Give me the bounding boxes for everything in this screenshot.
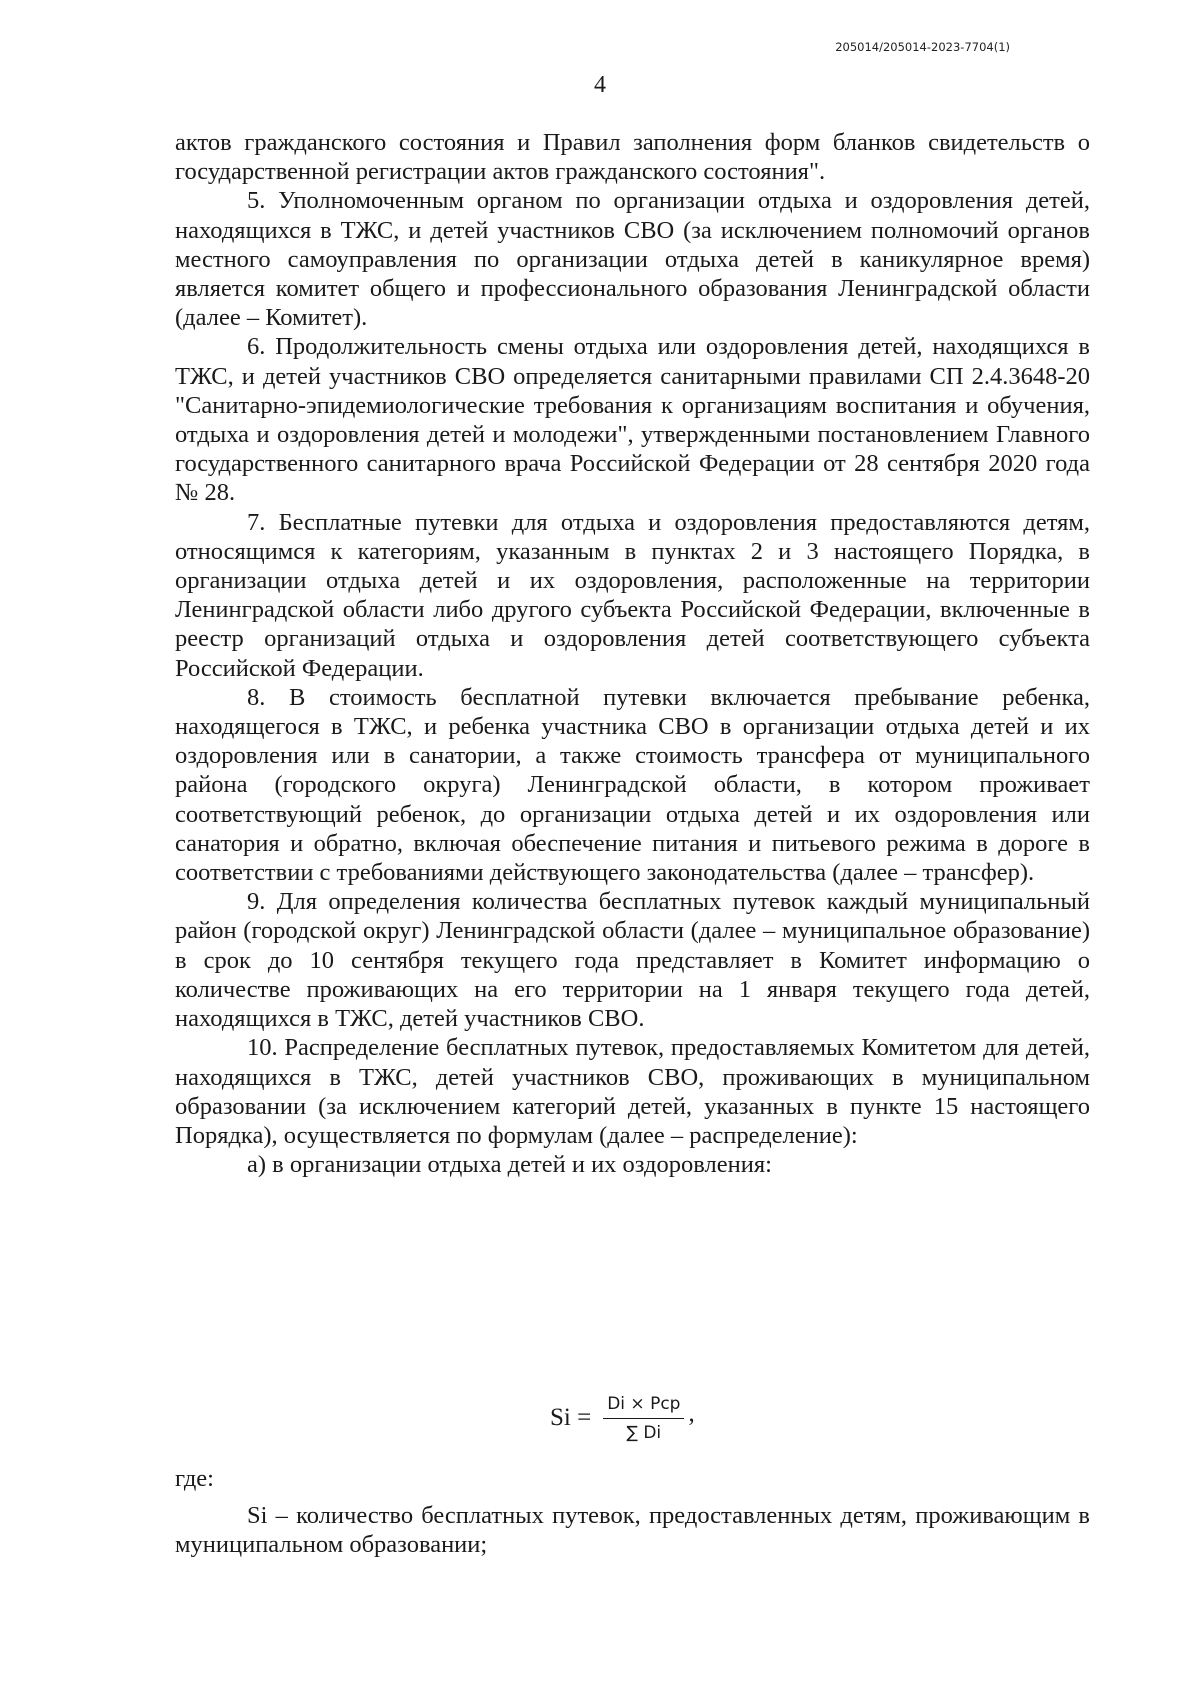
formula-explanation	[175, 1464, 1090, 1560]
paragraph-5: 5. Уполномоченным органом по организации отдыха и оздоровления детей, находящихся в ТЖС, и детей участников СВО (за исключением полномочий органов местного самоуправления по организации отдыха детей в каникулярное время) является комитет общего и профессионального образования Ленинградской области (далее – Комитет).	[175, 187, 1090, 332]
formula-trailing-comma: ,	[688, 1400, 695, 1427]
paragraph-6: 6. Продолжительность смены отдыха или оздоровления детей, находящихся в ТЖС, и детей участников СВО определяется санитарными правилами СП 2.4.3648-20 "Санитарно-эпидемиологические требования к организациям воспитания и обучения, отдыха и оздоровления детей и молодежи", утвержденными постановлением Главного государственного санитарного врача Российской Федерации от 28 сентября 2020 года № 28.	[175, 333, 1090, 507]
document-body	[175, 128, 1090, 1179]
si-definition: Si – количество бесплатных путевок, предоставленных детям, проживающим в муниципальном образовании;	[175, 1502, 1090, 1559]
distribution-formula	[550, 1388, 695, 1448]
formula-numerator: Di × Pcp	[603, 1392, 684, 1419]
formula-denominator: ∑ Di	[626, 1422, 662, 1443]
paragraph-10: 10. Распределение бесплатных путевок, предоставляемых Комитетом для детей, находящихся в ТЖС, детей участников СВО, проживающих в муниципальном образовании (за исключением категорий детей, указанных в пункте 15 настоящего Порядка), осуществляется по формулам (далее – распределение):	[175, 1034, 1090, 1149]
subparagraph-a: а) в организации отдыха детей и их оздоровления:	[247, 1151, 772, 1179]
paragraph-8: 8. В стоимость бесплатной путевки включается пребывание ребенка, находящегося в ТЖС, и ребенка участника СВО в организации отдыха детей и их оздоровления или в санатории, а также стоимость трансфера от муниципального района (городского округа) Ленинградской области, в котором проживает соответствующий ребенок, до организации отдыха детей и их оздоровления или санатория и обратно, включая обеспечение питания и питьевого режима в дороге в соответствии с требованиями действующего законодательства (далее – трансфер).	[175, 683, 1090, 887]
page-number: 4	[594, 72, 606, 98]
paragraph-7: 7. Бесплатные путевки для отдыха и оздоровления предоставляются детям, относящимся к категориям, указанным в пунктах 2 и 3 настоящего Порядка, в организации отдыха детей и их оздоровления, расположенные на территории Ленинградской области либо другого субъекта Российской Федерации, включенные в реестр организаций отдыха и оздоровления детей соответствующего субъекта Российской Федерации.	[175, 508, 1090, 682]
paragraph-continuation: актов гражданского состояния и Правил заполнения форм бланков свидетельств о государственной регистрации актов гражданского состояния".	[175, 129, 1090, 186]
paragraph-9: 9. Для определения количества бесплатных путевок каждый муниципальный район (городской округ) Ленинградской области (далее – муниципальное образование) в срок до 10 сентября текущего года представляет в Комитет информацию о количестве проживающих на его территории на 1 января текущего года детей, находящихся в ТЖС, детей участников СВО.	[175, 888, 1090, 1033]
where-label: где:	[175, 1465, 214, 1492]
document-id: 205014/205014-2023-7704(1)	[835, 40, 1010, 54]
formula-lhs: Si =	[550, 1404, 592, 1431]
formula-fraction	[603, 1392, 684, 1445]
